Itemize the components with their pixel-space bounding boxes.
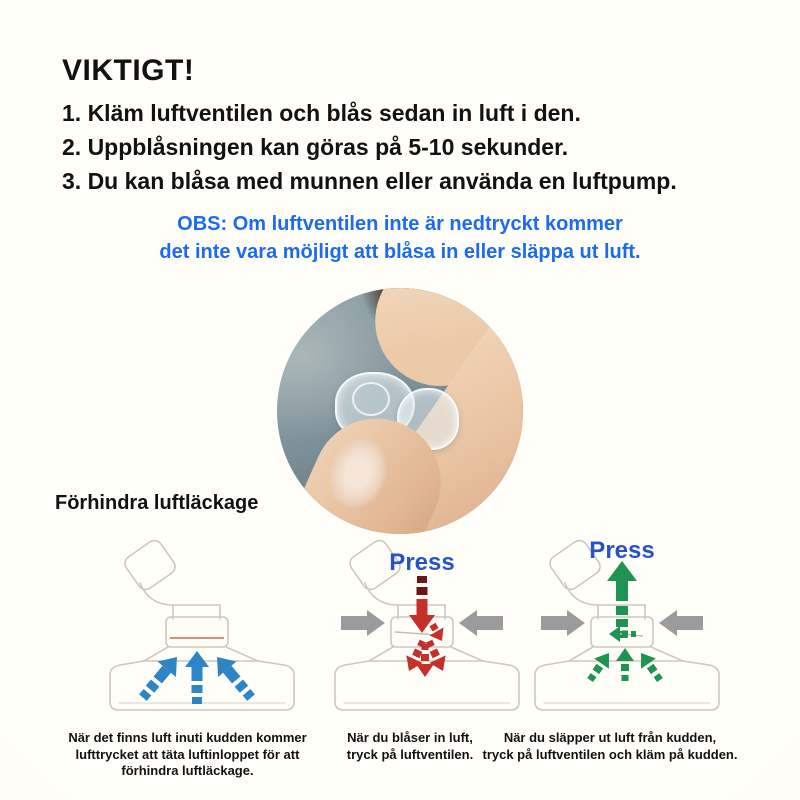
- diagram-sealed: [100, 535, 310, 720]
- caption-line: När det finns luft inuti kudden kommer: [68, 730, 307, 745]
- instruction-step: 2. Uppblåsningen kan göras på 5-10 sekunder.: [62, 134, 569, 160]
- airflow-down-arrows-icon: [401, 637, 451, 677]
- diagram-caption: [470, 730, 750, 763]
- diagram-caption: [60, 730, 315, 780]
- page-title: VIKTIGT!: [62, 54, 195, 87]
- squeeze-arrow-right-icon: [659, 610, 703, 636]
- caption-line: förhindra luftläckage.: [121, 763, 254, 778]
- section-heading: Förhindra luftläckage: [55, 492, 259, 514]
- press-label: Press: [389, 549, 455, 576]
- valve-pinch-photo: [277, 288, 523, 534]
- valve-diagram-svg: [100, 535, 310, 720]
- caption-line: lufttrycket att täta luftinloppet för att: [75, 746, 300, 762]
- note-line: OBS: Om luftventilen inte är nedtryckt kommer: [177, 213, 623, 235]
- note-line: det inte vara möjligt att blåsa in eller släppa ut luft.: [159, 241, 641, 263]
- flap-open-arrow-icon: [609, 626, 636, 642]
- instruction-step: 3. Du kan blåsa med munnen eller använda en luftpump.: [62, 168, 677, 194]
- squeeze-arrow-left-icon: [341, 610, 385, 636]
- caption-line: tryck på luftventilen.: [346, 746, 474, 762]
- flap-line: [395, 632, 437, 635]
- diagram-inflate: [325, 535, 535, 720]
- inflow-up-arrows-icon: [134, 649, 261, 705]
- caption-line: När du blåser in luft,: [347, 730, 473, 745]
- valve-hole-shape: [352, 382, 390, 416]
- instruction-steps: [62, 96, 677, 198]
- caption-line: tryck på luftventilen och kläm på kudden.: [482, 746, 738, 762]
- airflow-up-arrows-icon: [583, 648, 668, 685]
- note-text: [0, 210, 800, 266]
- release-up-arrow-icon: [607, 561, 637, 638]
- diagram-deflate: [525, 535, 735, 720]
- caption-line: När du släpper ut luft från kudden,: [503, 730, 717, 745]
- press-label: Press: [589, 537, 655, 564]
- squeeze-arrow-left-icon: [541, 610, 585, 636]
- instruction-step: 1. Kläm luftventilen och blås sedan in luft i den.: [62, 100, 581, 126]
- squeeze-arrow-right-icon: [459, 610, 503, 636]
